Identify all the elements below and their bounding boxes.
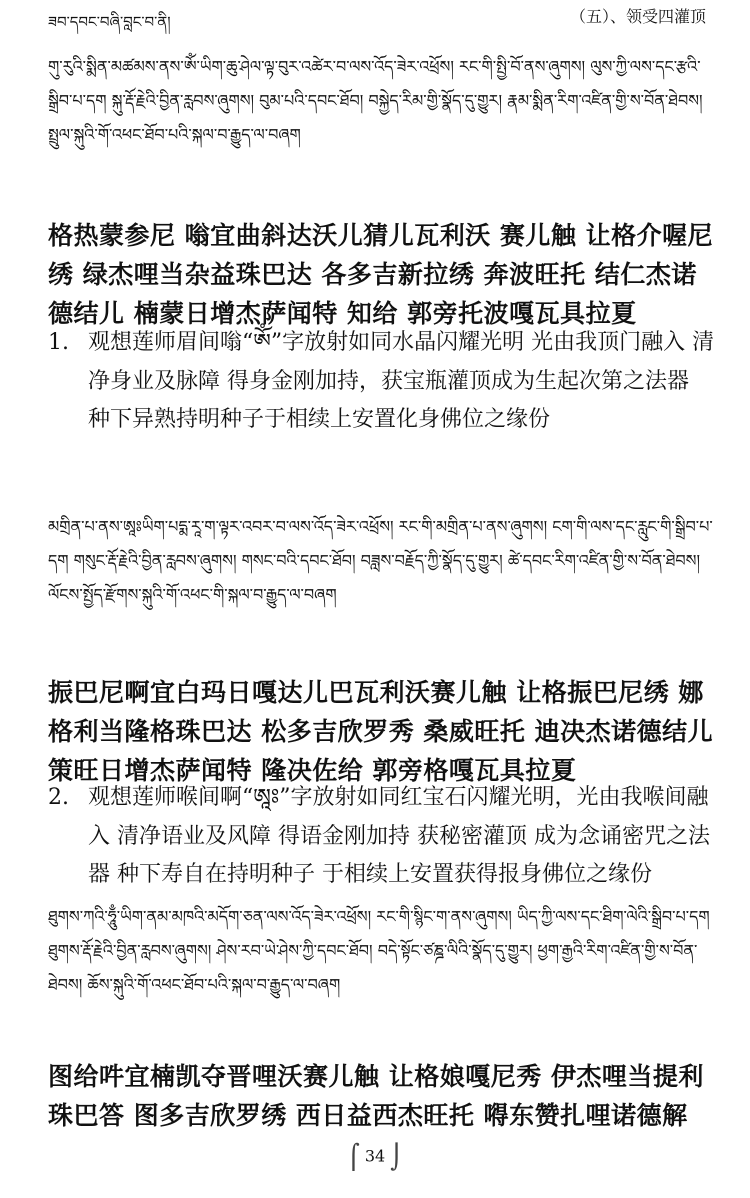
left-bracket-ornament: ⌠ [347, 1143, 360, 1171]
right-bracket-ornament: ⌡ [390, 1143, 403, 1171]
item-text: 观想莲师眉间嗡“ཨོཾ”字放射如同水晶闪耀光明 光由我顶门融入 清净身业及脉障 得身金刚加持，获宝瓶灌顶成为生起次第之法器 种下异熟持明种子于相续上安置化身佛位之缘份 [88, 330, 715, 432]
header-section-title: （五）、领受四灌顶 [569, 7, 706, 26]
tibetan-verse-2: མགྲིན་པ་ནས་ཨཱཿཡིག་པདྨ་རཱ་ག་ལྟར་འབར་བ་ལས་འོད་ཟེར་འཕྲོས། རང་གི་མགྲིན་པ་ནས་ཞུགས། ངག་གི་ལས་དང་རླུང་གི་སྒྲིབ་པ་དག གསུང་རྡོ་རྗེའི་བྱིན་རླབས་ཞུགས། གསང་བའི་དབང་ཐོབ། བཟླས་བརྗོད་ཀྱི་སྣོད་དུ་གྱུར། ཚེ་དབང་རིག་འཛིན་གྱི་ས་བོན་ཐེབས། ལོངས་སྤྱོད་རྫོགས་སྐུའི་གོ་འཕང་གི་སྐལ་བ་རྒྱུད་ལ་བཞག [48, 517, 713, 604]
transliteration-verse-3: 图给吽宜楠凯夺晋哩沃赛儿触 让格娘嘎尼秀 伊杰哩当提利珠巴答 图多吉欣罗绣 西日益西杰旺托 嘚东赞扎哩诺德解 [48, 1062, 704, 1130]
page-header [0, 0, 750, 34]
translation-item-1 [48, 324, 716, 440]
item-text: 观想莲师喉间啊“ཨཱཿ”字放射如同红宝石闪耀光明，光由我喉间融入 清净语业及风障 得语金刚加持 获秘密灌顶 成为念诵密咒之法器 种下寿自在持明种子 于相续上安置获得报身佛位之缘份 [88, 785, 710, 887]
page-number: 34 [364, 1146, 386, 1166]
page-footer [0, 1143, 750, 1171]
transliteration-verse-2: 振巴尼啊宜白玛日嘎达儿巴瓦利沃赛儿触 让格振巴尼绣 娜格利当隆格珠巴达 松多吉欣罗秀 桑威旺托 迪决杰诺德结儿 策旺日增杰萨闻特 隆决佐给 郭旁格嘎瓦具拉夏 [48, 678, 714, 785]
transliteration-verse-1: 格热蒙参尼 嗡宜曲斜达沃儿猜儿瓦利沃 赛儿触 让格介喔尼绣 绿杰哩当杂益珠巴达 各多吉新拉绣 奔波旺托 结仁杰诺德结儿 楠蒙日增杰萨闻特 知给 郭旁托波嘎瓦具拉夏 [48, 221, 714, 328]
item-number: 1. [48, 330, 69, 355]
tibetan-verse-3: ཐུགས་ཀའི་ཧཱུྃ་ཡིག་ནམ་མཁའི་མདོག་ཅན་ལས་འོད་ཟེར་འཕྲོས། རང་གི་སྙིང་ག་ནས་ཞུགས། ཡིད་ཀྱི་ལས་དང་ཐིག་ལེའི་སྒྲིབ་པ་དག ཐུགས་རྡོ་རྗེའི་བྱིན་རླབས་ཞུགས། ཤེས་རབ་ཡེ་ཤེས་ཀྱི་དབང་ཐོབ། བདེ་སྟོང་ཙཎྜ་ལིའི་སྣོད་དུ་གྱུར། ཕྱག་རྒྱའི་རིག་འཛིན་གྱི་ས་བོན་ཐེབས། ཆོས་སྐུའི་གོ་འཕང་ཐོབ་པའི་སྐལ་བ་རྒྱུད་ལ་བཞག [48, 907, 710, 994]
item-number: 2. [48, 785, 69, 810]
translation-item-2 [48, 779, 716, 895]
tibetan-verse-1: གུ་རུའི་སྨིན་མཚམས་ནས་ཨོཾ་ཡིག་ཆུ་ཤེལ་ལྟ་བུར་འཚེར་བ་ལས་འོད་ཟེར་འཕྲོས། རང་གི་སྤྱི་བོ་ནས་ཞུགས། ལུས་ཀྱི་ལས་དང་རྩའི་སྒྲིབ་པ་དག སྐུ་རྡོ་རྗེའི་བྱིན་རླབས་ཞུགས། བུམ་པའི་དབང་ཐོབ། བསྐྱེད་རིམ་གྱི་སྣོད་དུ་གྱུར། རྣམ་སྨིན་རིག་འཛིན་གྱི་ས་བོན་ཐེབས། སྤྲུལ་སྐུའི་གོ་འཕང་ཐོབ་པའི་སྐལ་བ་རྒྱུད་ལ་བཞག [48, 57, 703, 144]
header-tibetan-title: ཟབ་དབང་བཞི་བླང་བ་ནི། [48, 13, 171, 31]
